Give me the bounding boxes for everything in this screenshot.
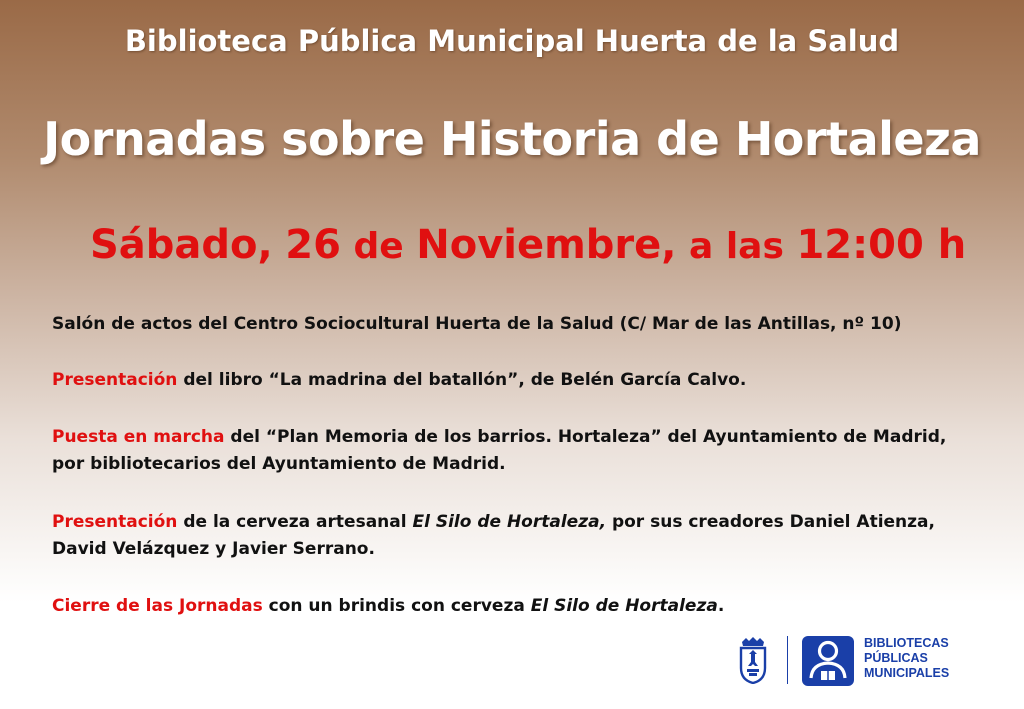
date-de: de xyxy=(353,226,404,267)
bpm-line-2: PÚBLICAS xyxy=(864,651,928,665)
event-date xyxy=(90,222,966,268)
date-day: 26 xyxy=(285,222,341,268)
program-item-closing xyxy=(52,593,982,620)
program-item-book xyxy=(52,367,982,394)
library-name: Biblioteca Pública Municipal Huerta de la Salud xyxy=(124,24,900,58)
program-item-text: . xyxy=(717,596,725,616)
date-weekday: Sábado, xyxy=(90,222,273,268)
beer-name: El Silo de Hortaleza xyxy=(530,596,718,616)
venue-text: Salón de actos del Centro Sociocultural Huerta de la Salud (C/ Mar de las Antillas, nº 10) xyxy=(52,314,902,334)
program-item-text: con un brindis con cerveza xyxy=(262,596,531,616)
madrid-crest-icon xyxy=(738,636,768,684)
date-a-las: a las xyxy=(689,226,784,267)
reader-icon xyxy=(802,636,854,686)
program-item-plan xyxy=(52,424,982,478)
program-item-highlight: Puesta en marcha xyxy=(52,427,225,447)
date-month: Noviembre, xyxy=(416,222,677,268)
program-item-beer xyxy=(52,509,982,563)
event-title: Jornadas sobre Historia de Hortaleza xyxy=(43,112,981,166)
date-time: 12:00 h xyxy=(796,222,967,268)
logo-box xyxy=(718,622,1014,698)
program-item-text: del “Plan Memoria de los barrios. Hortaleza” del Ayuntamiento de Madrid, por bibliotecarios del Ayuntamiento de Madrid. xyxy=(52,427,947,474)
bpm-logo-text xyxy=(864,636,949,681)
logo-divider xyxy=(787,636,788,684)
program-item-text: del libro “La madrina del batallón”, de Belén García Calvo. xyxy=(177,370,747,390)
program-item-highlight: Cierre de las Jornadas xyxy=(52,596,263,616)
bpm-line-1: BIBLIOTECAS xyxy=(864,636,949,650)
program-item-text: por sus creadores Daniel Atienza, David Velázquez y Javier Serrano. xyxy=(52,512,935,559)
program-item-highlight: Presentación xyxy=(52,512,178,532)
beer-name: El Silo de Hortaleza, xyxy=(412,512,607,532)
program-item-text: de la cerveza artesanal xyxy=(177,512,413,532)
bpm-line-3: MUNICIPALES xyxy=(864,666,950,680)
program-item-highlight: Presentación xyxy=(52,370,178,390)
